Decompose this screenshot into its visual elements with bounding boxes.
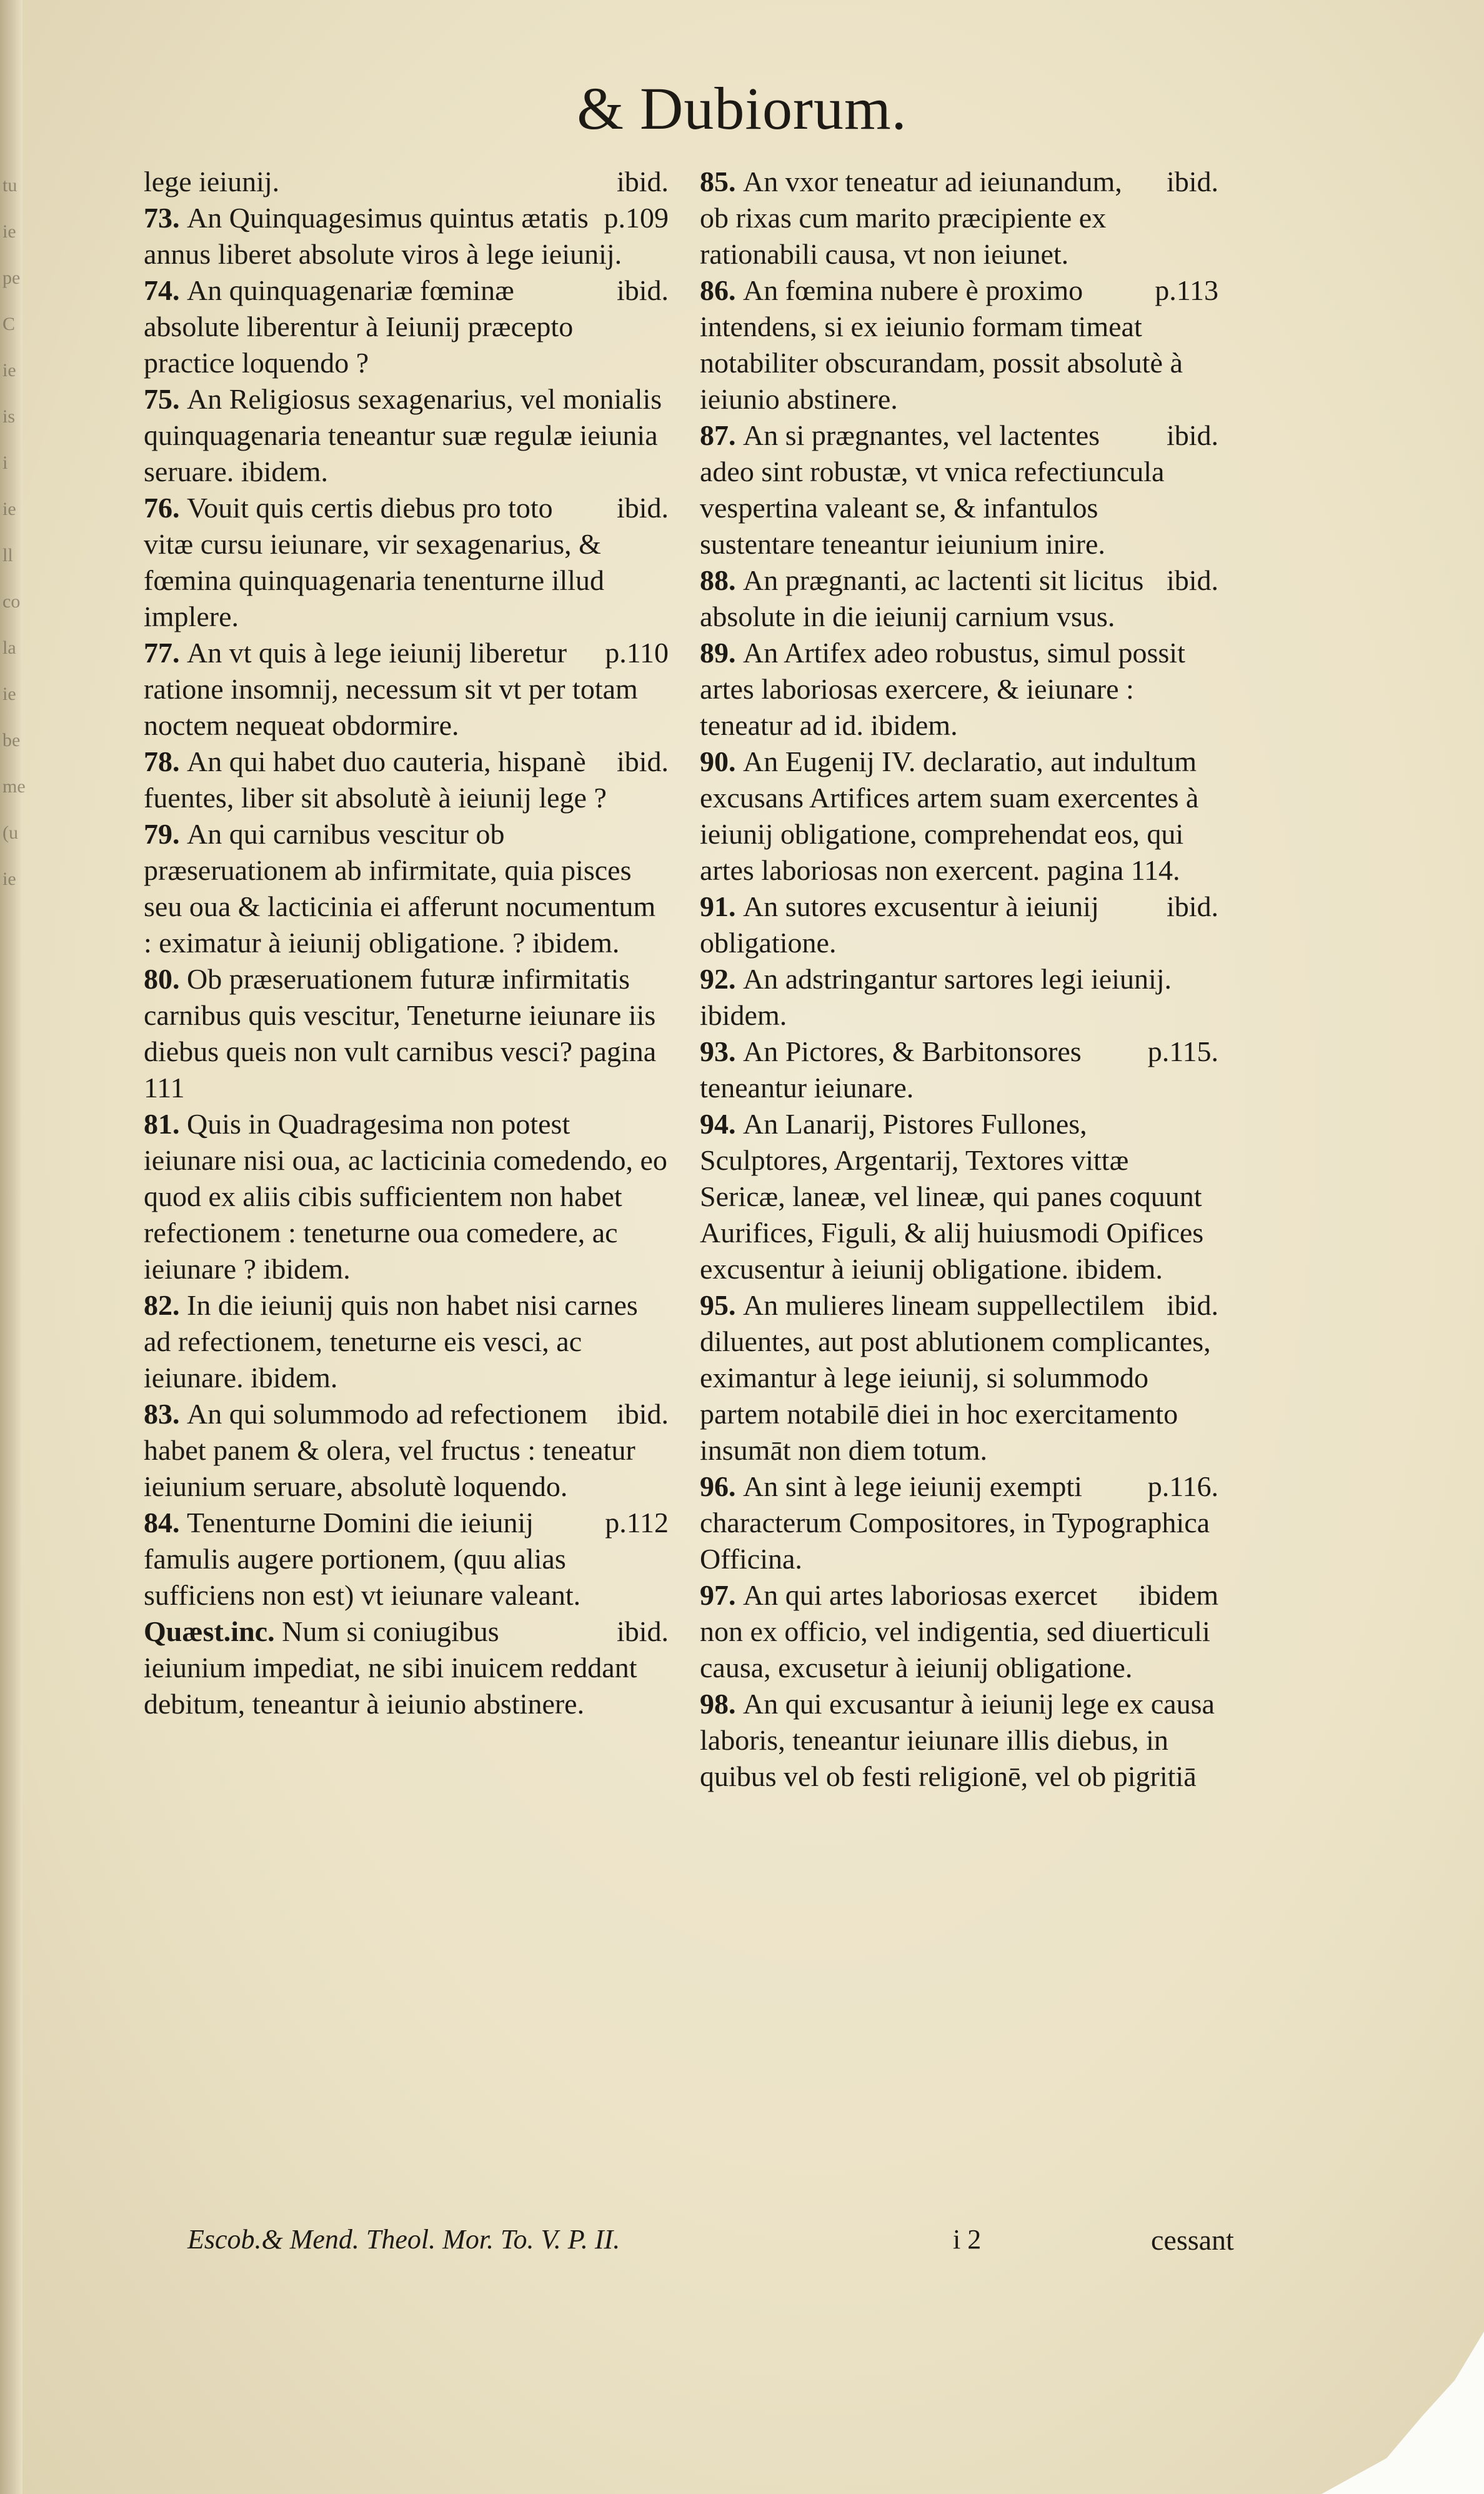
entry-number: 89. — [700, 637, 743, 669]
entry-text: An Artifex adeo robustus, simul possit artes laboriosas exercere, & ieiunare : teneatur ad id. ibidem. — [700, 637, 1185, 741]
page-reference: ibid. — [1166, 564, 1218, 596]
margin-fragment: ie — [2, 360, 16, 381]
page-reference: ibid. — [616, 274, 669, 306]
entry-number: 92. — [700, 963, 743, 995]
signature-mark: i 2 — [953, 2224, 982, 2255]
index-entry — [144, 1287, 669, 1396]
entry-number: 77. — [144, 637, 187, 669]
margin-fragment: tu — [2, 175, 17, 196]
entry-text: An vt quis à lege ieiunij liberetur ratione insomnij, necessum sit vt per totam noctem nequeat obdormire. — [144, 637, 638, 741]
entry-number: 98. — [700, 1688, 743, 1720]
entry-number: 88. — [700, 564, 743, 596]
index-entry — [700, 889, 1218, 961]
entry-number: 94. — [700, 1108, 743, 1140]
entry-text: An Religiosus sexagenarius, vel monialis quinquagenaria teneantur suæ regulæ ieiunia seruare. ibidem. — [144, 383, 662, 487]
entry-text: An vxor teneatur ad ieiunandum, ob rixas cum marito præcipiente ex rationabili causa, vt non ieiunet. — [700, 166, 1122, 270]
page-reference: ibid. — [616, 1398, 669, 1430]
page-reference: ibid. — [1166, 890, 1218, 922]
page-reference: ibid. — [1166, 419, 1218, 451]
entry-number: 87. — [700, 419, 743, 451]
margin-fragment: co — [2, 591, 21, 612]
page-reference: p.112 — [605, 1507, 669, 1539]
page-reference: ibid. — [1166, 1289, 1218, 1321]
index-entry — [700, 562, 1218, 635]
entry-text: An qui excusantur à ieiunij lege ex causa laboris, teneantur ieiunare illis diebus, in quibus vel ob festi religionē, vel ob pigritiā — [700, 1688, 1215, 1792]
entry-text: An qui carnibus vescitur ob præseruationem ab infirmitate, quia pisces seu oua & lacticinia ei afferunt nocumentum : eximatur à ieiunij obligatione. ? ibidem. — [144, 818, 656, 959]
entry-number: 73. — [144, 202, 187, 234]
page-reference: p.110 — [605, 637, 669, 669]
entry-text: An Eugenij IV. declaratio, aut indultum excusans Artifices artem suam exercentes à ieiunij obligatione, comprehendat eos, qui artes laboriosas non exercent. pagina 114. — [700, 746, 1199, 886]
index-entry — [144, 164, 669, 200]
index-entry — [700, 1287, 1218, 1469]
entry-text: In die ieiunij quis non habet nisi carnes ad refectionem, teneturne eis vesci, ac ieiunare. ibidem. — [144, 1289, 638, 1394]
index-entry — [144, 272, 669, 381]
entry-text: Ob præseruationem futuræ infirmitatis carnibus quis vescitur, Teneturne ieiunare iis diebus queis non vult carnibus vesci? pagina 111 — [144, 963, 657, 1104]
index-entry — [700, 164, 1218, 272]
index-entry — [144, 381, 669, 490]
margin-fragment: ll — [2, 545, 13, 566]
page-reference: ibid. — [616, 166, 669, 197]
margin-fragment: pe — [2, 267, 21, 288]
entry-number: 84. — [144, 1507, 187, 1539]
margin-fragment: be — [2, 730, 21, 751]
bleed-through-margin-text — [2, 162, 25, 902]
margin-fragment: ie — [2, 499, 16, 519]
margin-fragment: ie — [2, 869, 16, 889]
entry-text: An qui solummodo ad refectionem habet panem & olera, vel fructus : teneatur ieiunium seruare, absolutè loquendo. — [144, 1398, 635, 1502]
left-column — [144, 164, 669, 1722]
index-entry — [144, 816, 669, 961]
running-title: Escob.& Mend. Theol. Mor. To. V. P. II. — [187, 2224, 620, 2255]
index-entry — [144, 635, 669, 744]
entry-text: An adstringantur sartores legi ieiunij. ibidem. — [700, 963, 1172, 1031]
entry-number: 80. — [144, 963, 187, 995]
entry-number: 83. — [144, 1398, 187, 1430]
entry-text: Tenenturne Domini die ieiunij famulis augere portionem, (quu alias sufficiens non est) vt ieiunare valeant. — [144, 1507, 581, 1611]
catchword: cessant — [1151, 2224, 1234, 2256]
index-entry — [700, 1686, 1218, 1795]
index-entry — [144, 1505, 669, 1614]
page-reference: p.109 — [604, 202, 669, 234]
index-entry — [700, 1106, 1218, 1287]
index-entry — [144, 200, 669, 272]
entry-number: 86. — [700, 274, 743, 306]
entry-text: An quinquagenariæ fœminæ absolute liberentur à Ieiunij præcepto practice loquendo ? — [144, 274, 574, 379]
entry-number: 75. — [144, 383, 187, 415]
entry-number: 91. — [700, 890, 743, 922]
page-reference: ibid. — [616, 492, 669, 524]
page-reference: p.116. — [1147, 1470, 1218, 1502]
index-entry — [700, 744, 1218, 889]
entry-number: 74. — [144, 274, 187, 306]
index-entry — [700, 1577, 1218, 1686]
entry-text: Vouit quis certis diebus pro toto vitæ cursu ieiunare, vir sexagenarius, & fœmina quinquagenaria tenenturne illud implere. — [144, 492, 605, 632]
index-entry — [700, 961, 1218, 1034]
page-reference: ibid. — [1166, 166, 1218, 197]
entry-text: An Quinquagesimus quintus ætatis annus liberet absolute viros à lege ieiunij. — [144, 202, 622, 270]
margin-fragment: C — [2, 314, 16, 334]
index-entry — [144, 1396, 669, 1505]
margin-fragment: me — [2, 776, 26, 797]
margin-fragment: is — [2, 406, 16, 427]
right-column — [700, 164, 1218, 1795]
entry-text: Num si coniugibus ieiunium impediat, ne sibi inuicem reddant debitum, teneantur à ieiunio abstinere. — [144, 1615, 637, 1720]
margin-fragment: i — [2, 452, 8, 473]
index-entry — [700, 417, 1218, 562]
index-entry — [144, 744, 669, 816]
margin-fragment: ie — [2, 221, 16, 242]
index-entry — [700, 1469, 1218, 1577]
page-reference: p.113 — [1155, 274, 1218, 306]
entry-text: An sint à lege ieiunij exempti characterum Compositores, in Typographica Officina. — [700, 1470, 1210, 1575]
entry-text: lege ieiunij. — [144, 166, 280, 197]
margin-fragment: (u — [2, 822, 18, 843]
index-entry — [144, 1614, 669, 1722]
entry-text: An fœmina nubere è proximo intendens, si ex ieiunio formam timeat notabiliter obscurandam, possit absolutè à ieiunio abstinere. — [700, 274, 1183, 415]
index-entry — [700, 635, 1218, 744]
page-reference: p.115. — [1147, 1035, 1218, 1067]
entry-number: 97. — [700, 1579, 743, 1611]
entry-number: 93. — [700, 1035, 743, 1067]
entry-number: 81. — [144, 1108, 187, 1140]
index-entry — [144, 490, 669, 635]
page-reference: ibidem — [1138, 1579, 1218, 1611]
entry-number: 76. — [144, 492, 187, 524]
entry-number: 78. — [144, 746, 187, 777]
entry-text: An si prægnantes, vel lactentes adeo sint robustæ, vt vnica refectiuncula vespertina valeant se, & infantulos sustentare teneantur ieiunium inire. — [700, 419, 1165, 560]
page-reference: ibid. — [616, 746, 669, 777]
entry-number: 90. — [700, 746, 743, 777]
entry-text: Quis in Quadragesima non potest ieiunare nisi oua, ac lacticinia comedendo, eo quod ex aliis cibis sufficientem non habet refectionem : teneturne oua comedere, ac ieiunare ? ibidem. — [144, 1108, 667, 1285]
entry-number: 79. — [144, 818, 187, 850]
margin-fragment: la — [2, 637, 16, 658]
torn-corner — [1322, 2332, 1484, 2494]
entry-text: An qui artes laboriosas exercet non ex officio, vel indigentia, sed diuerticuli causa, excusetur à ieiunij obligatione. — [700, 1579, 1210, 1683]
index-entry — [144, 1106, 669, 1287]
entry-number: 96. — [700, 1470, 743, 1502]
entry-number: 85. — [700, 166, 743, 197]
entry-text: An Pictores, & Barbitonsores teneantur ieiunare. — [700, 1035, 1082, 1104]
entry-text: An qui habet duo cauteria, hispanè fuentes, liber sit absolutè à ieiunij lege ? — [144, 746, 607, 814]
margin-fragment: ie — [2, 684, 16, 704]
page-header: & Dubiorum. — [577, 75, 907, 142]
index-entry — [700, 1034, 1218, 1106]
entry-number: Quæst.inc. — [144, 1615, 282, 1647]
page-reference: ibid. — [616, 1615, 669, 1647]
entry-text: An Lanarij, Pistores Fullones, Sculptores, Argentarij, Textores vittæ Sericæ, laneæ, vel lineæ, qui panes coquunt Aurifices, Figuli, & alij huiusmodi Opifices excusentur à ieiunij obligatione. ibidem. — [700, 1108, 1204, 1285]
entry-number: 95. — [700, 1289, 743, 1321]
index-entry — [144, 961, 669, 1106]
entry-text: An mulieres lineam suppellectilem diluentes, aut post ablutionem complicantes, eximantur à lege ieiunij, si solummodo partem notabilē diei in hoc exercitamento insumāt non diem totum. — [700, 1289, 1211, 1466]
index-entry — [700, 272, 1218, 417]
entry-text: An sutores excusentur à ieiunij obligatione. — [700, 890, 1099, 959]
entry-text: An prægnanti, ac lactenti sit licitus absolute in die ieiunij carnium vsus. — [700, 564, 1144, 632]
entry-number: 82. — [144, 1289, 187, 1321]
